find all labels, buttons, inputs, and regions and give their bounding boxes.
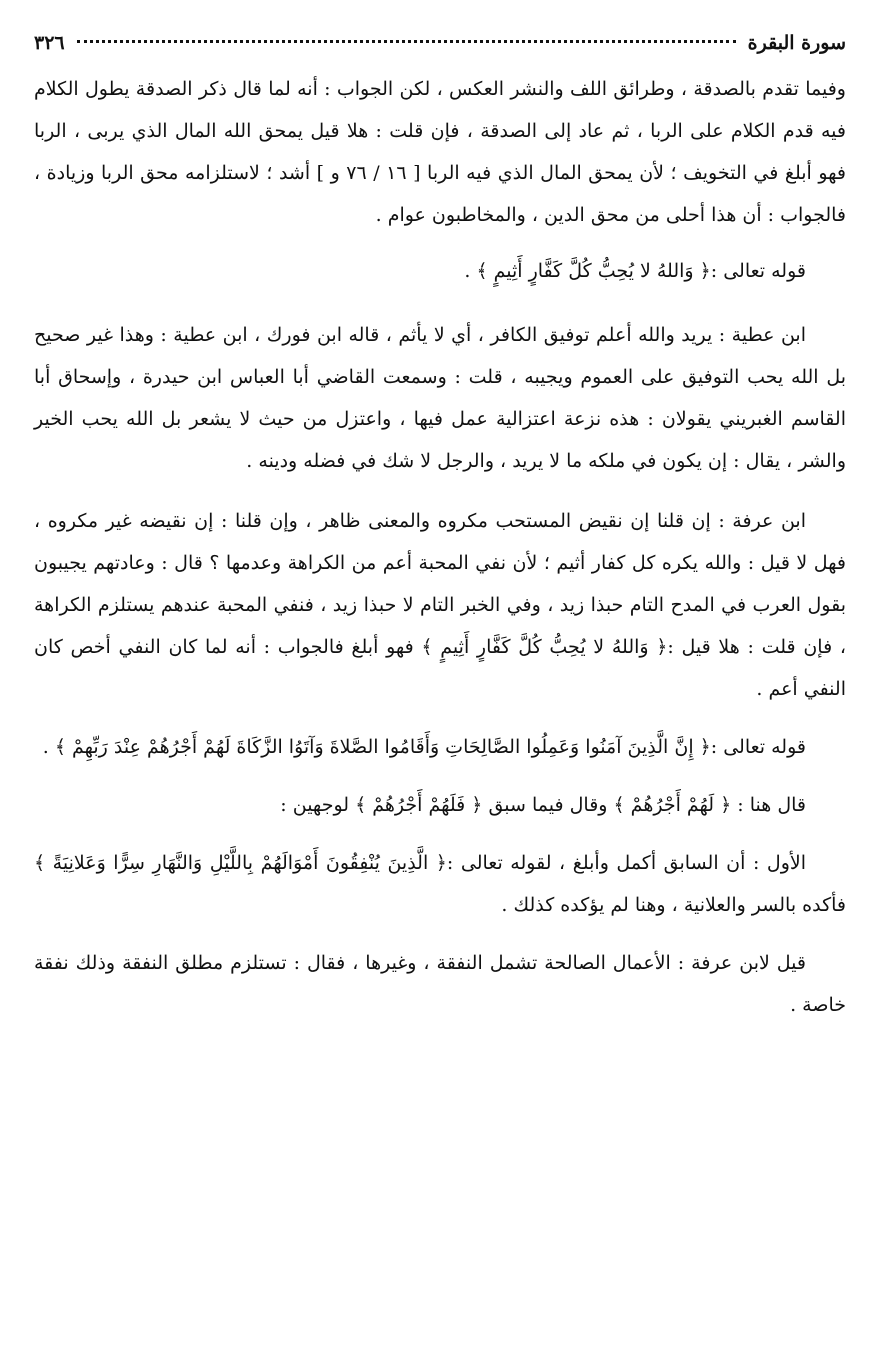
- surah-title: سورة البقرة: [747, 32, 846, 54]
- paragraph-closing: قيل لابن عرفة : الأعمال الصالحة تشمل النفقة ، وغيرها ، فقال : تستلزم مطلق النفقة وذلك نفقة خاصة .: [34, 952, 846, 1016]
- paragraph-ibn-atiyya: ابن عطية : يريد والله أعلم توفيق الكافر ، أي لا يأثم ، قاله ابن فورك ، ابن عطية : وهذا غير صحيح بل الله يحب التوفيق على العموم ويجيبه ، قلت : وسمعت القاضي أبا العباس ابن حيدرة ، وإسحاق أبا القاسم الغبريني يقولان : هذه نزعة اعتزالية عمل فيها ، واعتزل من حيث لا يشعر بل الله يحب الخير والشر ، يقال : إن يكون في ملكه ما لا يريد ، والرجل لا شك في فضله ودينه .: [34, 324, 846, 472]
- paragraph-two-reasons: قال هنا : ﴿ لَهُمْ أَجْرُهُمْ ﴾ وقال فيما سبق ﴿ فَلَهُمْ أَجْرُهُمْ ﴾ لوجهين :: [280, 794, 806, 816]
- paragraph-ibn-arafa: ابن عرفة : إن قلنا إن نقيض المستحب مكروه والمعنى ظاهر ، وإن قلنا : إن نقيضه غير مكروه ، فهل لا قيل : والله يكره كل كفار أثيم ؛ لأن نفي المحبة أعم من الكراهة وعدمها ؟ قال : وعادتهم يجيبون بقول العرب في المدح التام حبذا زيد ، وفي الخبر التام لا حبذا زيد ، فنفي المحبة عندهم يستلزم الكراهة ، فإن قلت : هلا قيل :﴿ وَاللهُ لا يُحِبُّ كُلَّ كَفَّارٍ أَثِيمٍ ﴾ فهو أبلغ فالجواب : أنه لما كان النفي أخص كان النفي أعم .: [34, 510, 846, 700]
- running-header: [34, 26, 846, 60]
- book-page: [34, 26, 846, 1346]
- quran-verse-paragraph-2: قوله تعالى :﴿ إِنَّ الَّذِينَ آمَنُوا وَعَمِلُوا الصَّالِحَاتِ وَأَقَامُوا الصَّلاةَ وَآتَوُا الزَّكَاةَ لَهُمْ أَجْرُهُمْ عِنْدَ رَبِّهِمْ ﴾ .: [42, 736, 806, 758]
- dotted-leader: [77, 40, 736, 43]
- page-number: ٣٢٦: [34, 32, 65, 54]
- quran-verse-paragraph-1: قوله تعالى :﴿ وَاللهُ لا يُحِبُّ كُلَّ كَفَّارٍ أَثِيمٍ ﴾ .: [464, 260, 806, 282]
- paragraph-first-reason: الأول : أن السابق أكمل وأبلغ ، لقوله تعالى :﴿ الَّذِينَ يُنْفِقُونَ أَمْوَالَهُمْ بِاللَّيْلِ وَالنَّهَارِ سِرًّا وَعَلانِيَةً ﴾ فأكده بالسر والعلانية ، وهنا لم يؤكده كذلك .: [34, 852, 846, 916]
- paragraph-1: وفيما تقدم بالصدقة ، وطرائق اللف والنشر العكس ، لكن الجواب : أنه لما قال ذكر الصدقة يطول الكلام فيه قدم الكلام على الربا ، ثم عاد إلى الصدقة ، فإن قلت : هلا قيل يمحق الله المال الذي يربى ، الربا فهو أبلغ في التخويف ؛ لأن يمحق المال الذي فيه الربا [ ١٦ / ٧٦ و ] أشد ؛ لاستلزامه محق الربا وزيادة ، فالجواب : أن هذا أحلى من محق الدين ، والمخاطبون عوام .: [34, 78, 847, 226]
